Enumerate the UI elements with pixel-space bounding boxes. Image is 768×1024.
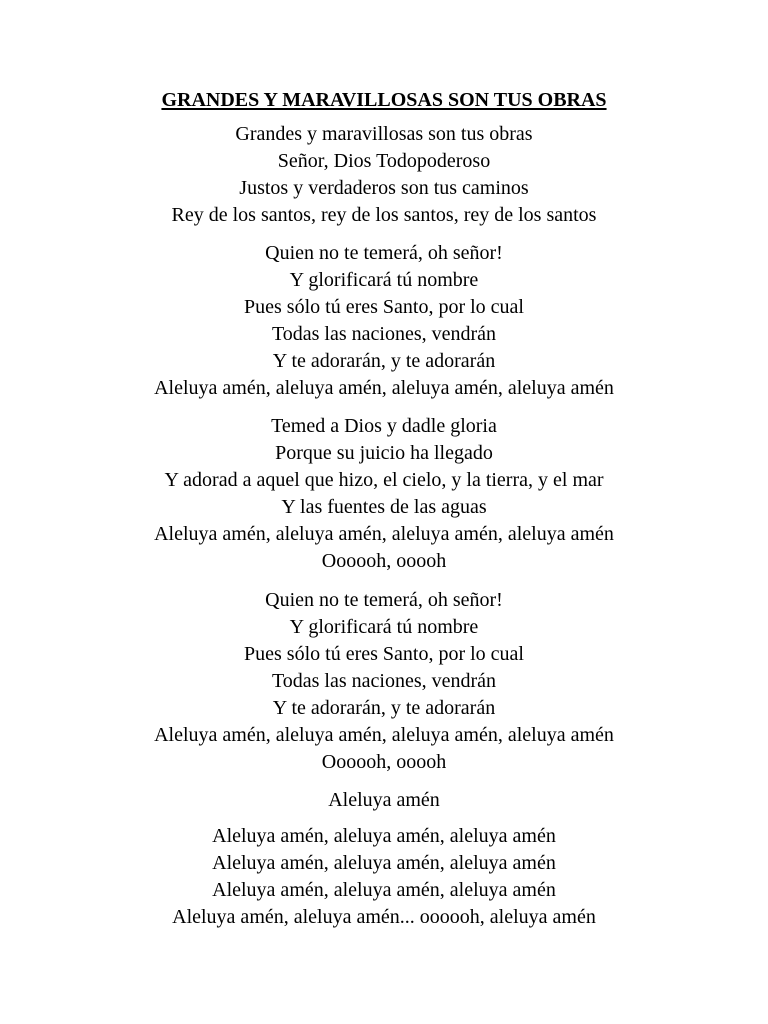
lyric-line: Y te adorarán, y te adorarán — [272, 350, 496, 372]
lyric-line: Señor, Dios Todopoderoso — [277, 150, 491, 172]
song-title: GRANDES Y MARAVILLOSAS SON TUS OBRAS — [161, 89, 607, 111]
lyric-line: Oooooh, ooooh — [321, 751, 447, 773]
lyric-line: Y glorificará tú nombre — [289, 269, 479, 291]
lyric-line: Aleluya amén, aleluya amén, aleluya amén, aleluya amén — [154, 724, 614, 746]
lyric-line: Justos y verdaderos son tus caminos — [239, 177, 529, 199]
lyric-line: Temed a Dios y dadle gloria — [271, 415, 497, 437]
lyric-line: Pues sólo tú eres Santo, por lo cual — [244, 643, 524, 665]
lyric-line: Todas las naciones, vendrán — [271, 323, 497, 345]
lyric-line: Quien no te temerá, oh señor! — [265, 242, 503, 264]
lyric-line: Aleluya amén, aleluya amén, aleluya amén — [212, 879, 556, 901]
lyric-line: Aleluya amén, aleluya amén, aleluya amén, aleluya amén — [154, 377, 614, 399]
lyric-line: Aleluya amén, aleluya amén, aleluya amén — [212, 852, 556, 874]
lyric-line: Aleluya amén, aleluya amén, aleluya amén — [212, 825, 556, 847]
lyric-line: Oooooh, ooooh — [321, 550, 447, 572]
lyric-line: Y glorificará tú nombre — [289, 616, 479, 638]
lyric-line: Y adorad a aquel que hizo, el cielo, y la tierra, y el mar — [164, 469, 604, 491]
lyric-line: Aleluya amén — [328, 789, 440, 811]
lyric-line: Rey de los santos, rey de los santos, rey de los santos — [171, 204, 597, 226]
lyric-line: Pues sólo tú eres Santo, por lo cual — [244, 296, 524, 318]
lyric-line: Quien no te temerá, oh señor! — [265, 589, 503, 611]
lyric-line: Aleluya amén, aleluya amén... oooooh, aleluya amén — [172, 906, 596, 928]
lyric-line: Aleluya amén, aleluya amén, aleluya amén, aleluya amén — [154, 523, 614, 545]
lyric-line: Y las fuentes de las aguas — [281, 496, 487, 518]
lyric-line: Porque su juicio ha llegado — [275, 442, 493, 464]
lyric-line: Grandes y maravillosas son tus obras — [235, 123, 533, 145]
lyric-line: Y te adorarán, y te adorarán — [272, 697, 496, 719]
lyric-line: Todas las naciones, vendrán — [271, 670, 497, 692]
